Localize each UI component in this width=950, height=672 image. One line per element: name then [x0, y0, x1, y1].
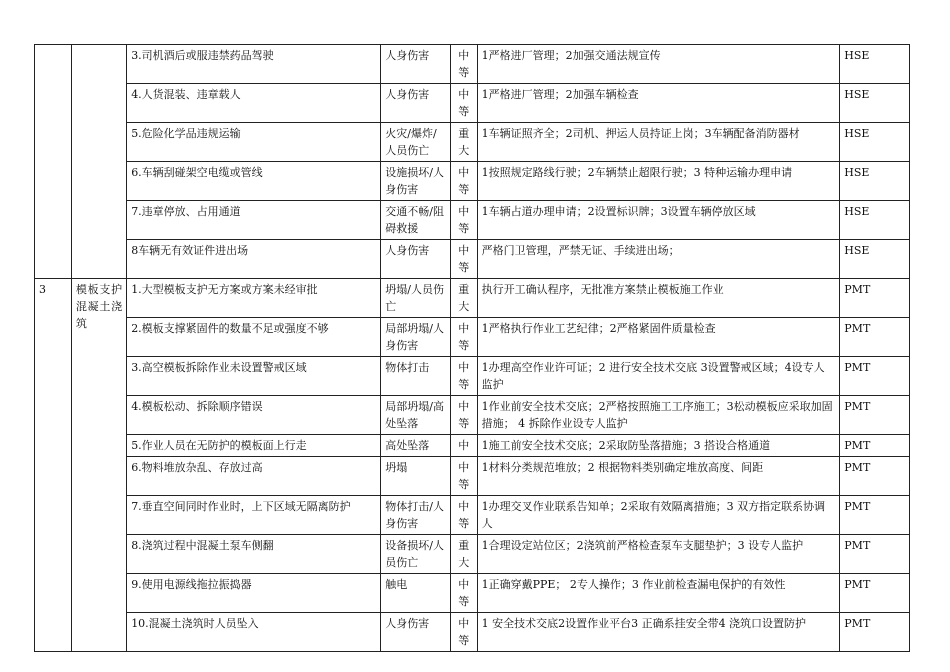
responsible-dept-cell: PMT	[840, 574, 910, 613]
table-row	[35, 574, 910, 613]
responsible-dept-cell: PMT	[840, 396, 910, 435]
responsible-dept-cell: HSE	[840, 201, 910, 240]
risk-level-cell	[450, 201, 477, 240]
control-measures-cell: 1 安全技术交底2设置作业平台3 正确系挂安全带4 浇筑口设置防护	[477, 613, 840, 652]
hazard-description-cell: 3.高空模板拆除作业未设置警戒区域	[127, 357, 381, 396]
risk-level-char: 等	[458, 478, 470, 491]
table-row	[35, 84, 910, 123]
risk-level-char: 等	[458, 66, 470, 79]
responsible-dept-cell: PMT	[840, 613, 910, 652]
responsible-dept-cell: PMT	[840, 435, 910, 457]
consequence-cell: 设施损坏/人身伤害	[381, 162, 451, 201]
consequence-cell: 人身伤害	[381, 84, 451, 123]
table-row	[35, 457, 910, 496]
control-measures-cell: 1合理设定站位区；2浇筑前严格检查泵车支腿垫护；3 设专人监护	[477, 535, 840, 574]
table-row	[35, 162, 910, 201]
risk-table	[34, 44, 910, 652]
responsible-dept-cell: PMT	[840, 279, 910, 318]
table-row	[35, 45, 910, 84]
risk-level-cell	[450, 357, 477, 396]
risk-level-cell	[450, 240, 477, 279]
responsible-dept-cell: PMT	[840, 457, 910, 496]
hazard-description-cell: 6.车辆刮碰架空电缆或管线	[127, 162, 381, 201]
risk-level-char: 等	[458, 634, 470, 647]
consequence-cell: 坍塌/人员伤亡	[381, 279, 451, 318]
risk-level-char: 中	[458, 49, 470, 62]
responsible-dept-cell: PMT	[840, 318, 910, 357]
risk-level-char: 等	[458, 378, 470, 391]
consequence-cell: 人身伤害	[381, 240, 451, 279]
hazard-description-cell: 7.违章停放、占用通道	[127, 201, 381, 240]
consequence-cell: 坍塌	[381, 457, 451, 496]
responsible-dept-cell: PMT	[840, 496, 910, 535]
control-measures-cell: 1作业前安全技术交底；2严格按照施工工序施工；3松动模板应采取加固措施； 4 拆除作业设专人监护	[477, 396, 840, 435]
responsible-dept-cell: HSE	[840, 240, 910, 279]
hazard-description-cell: 6.物料堆放杂乱、存放过高	[127, 457, 381, 496]
risk-level-char: 中	[458, 400, 470, 413]
risk-level-char: 等	[458, 105, 470, 118]
risk-level-cell	[450, 84, 477, 123]
control-measures-cell: 1办理高空作业许可证；2 进行安全技术交底 3设置警戒区域；4设专人监护	[477, 357, 840, 396]
control-measures-cell: 严格门卫管理，严禁无证、手续进出场；	[477, 240, 840, 279]
risk-table-body	[35, 45, 910, 652]
risk-level-char: 等	[458, 517, 470, 530]
control-measures-cell: 1车辆占道办理申请；2设置标识牌；3设置车辆停放区域	[477, 201, 840, 240]
control-measures-cell: 1材料分类规范堆放；2 根据物料类别确定堆放高度、间距	[477, 457, 840, 496]
consequence-cell: 高处坠落	[381, 435, 451, 457]
risk-level-char: 中	[458, 205, 470, 218]
consequence-cell: 人身伤害	[381, 45, 451, 84]
responsible-dept-cell: HSE	[840, 162, 910, 201]
table-row	[35, 613, 910, 652]
table-row	[35, 535, 910, 574]
control-measures-cell: 1施工前安全技术交底；2采取防坠落措施；3 搭设合格通道	[477, 435, 840, 457]
risk-level-char: 中	[458, 461, 470, 474]
hazard-description-cell: 7.垂直空间同时作业时，上下区域无隔离防护	[127, 496, 381, 535]
consequence-cell: 人身伤害	[381, 613, 451, 652]
risk-level-char: 大	[458, 144, 470, 157]
risk-level-cell	[450, 613, 477, 652]
risk-level-char: 中	[458, 439, 470, 452]
responsible-dept-cell: PMT	[840, 535, 910, 574]
responsible-dept-cell: HSE	[840, 84, 910, 123]
control-measures-cell: 1严格进厂管理；2加强交通法规宣传	[477, 45, 840, 84]
group-number-cell: 3	[35, 279, 72, 652]
table-row	[35, 496, 910, 535]
consequence-cell: 设备损坏/人员伤亡	[381, 535, 451, 574]
control-measures-cell: 1正确穿戴PPE； 2专人操作；3 作业前检查漏电保护的有效性	[477, 574, 840, 613]
consequence-cell: 局部坍塌/高处坠落	[381, 396, 451, 435]
consequence-cell: 物体打击	[381, 357, 451, 396]
risk-level-char: 中	[458, 578, 470, 591]
hazard-description-cell: 3.司机酒后或服违禁药品驾驶	[127, 45, 381, 84]
risk-level-char: 等	[458, 222, 470, 235]
table-row	[35, 201, 910, 240]
hazard-description-cell: 5.作业人员在无防护的模板面上行走	[127, 435, 381, 457]
responsible-dept-cell: PMT	[840, 357, 910, 396]
risk-level-char: 中	[458, 617, 470, 630]
table-row	[35, 435, 910, 457]
risk-level-char: 等	[458, 183, 470, 196]
risk-level-char: 中	[458, 361, 470, 374]
risk-level-char: 等	[458, 339, 470, 352]
consequence-cell: 局部坍塌/人身伤害	[381, 318, 451, 357]
hazard-description-cell: 4.模板松动、拆除顺序错误	[127, 396, 381, 435]
control-measures-cell: 1办理交叉作业联系告知单；2采取有效隔离措施；3 双方指定联系协调人	[477, 496, 840, 535]
group-name-cell: 模板支护混凝土浇筑	[71, 279, 126, 652]
control-measures-cell: 执行开工确认程序，无批准方案禁止模板施工作业	[477, 279, 840, 318]
risk-level-char: 重	[458, 127, 470, 140]
group-number-cell	[35, 45, 72, 279]
risk-level-cell	[450, 496, 477, 535]
risk-level-cell	[450, 123, 477, 162]
responsible-dept-cell: HSE	[840, 45, 910, 84]
hazard-description-cell: 8.浇筑过程中混凝土泵车侧翻	[127, 535, 381, 574]
risk-level-cell	[450, 435, 477, 457]
risk-level-char: 大	[458, 556, 470, 569]
control-measures-cell: 1按照规定路线行驶；2车辆禁止超限行驶；3 特种运输办理申请	[477, 162, 840, 201]
consequence-cell: 火灾/爆炸/人员伤亡	[381, 123, 451, 162]
consequence-cell: 物体打击/人身伤害	[381, 496, 451, 535]
risk-level-char: 中	[458, 244, 470, 257]
table-row	[35, 318, 910, 357]
risk-level-cell	[450, 396, 477, 435]
consequence-cell: 交通不畅/阻碍救援	[381, 201, 451, 240]
risk-level-cell	[450, 574, 477, 613]
risk-level-char: 等	[458, 417, 470, 430]
table-row	[35, 279, 910, 318]
risk-level-cell	[450, 279, 477, 318]
risk-level-char: 中	[458, 322, 470, 335]
risk-level-char: 中	[458, 166, 470, 179]
control-measures-cell: 1车辆证照齐全；2司机、押运人员持证上岗；3车辆配备消防器材	[477, 123, 840, 162]
hazard-description-cell: 10.混凝土浇筑时人员坠入	[127, 613, 381, 652]
hazard-description-cell: 8车辆无有效证件进出场	[127, 240, 381, 279]
risk-level-cell	[450, 318, 477, 357]
table-row	[35, 240, 910, 279]
risk-level-char: 重	[458, 539, 470, 552]
table-row	[35, 396, 910, 435]
risk-level-char: 中	[458, 500, 470, 513]
group-name-cell	[71, 45, 126, 279]
consequence-cell: 触电	[381, 574, 451, 613]
table-row	[35, 357, 910, 396]
risk-level-char: 等	[458, 595, 470, 608]
hazard-description-cell: 2.模板支撑紧固件的数量不足或强度不够	[127, 318, 381, 357]
control-measures-cell: 1严格执行作业工艺纪律；2严格紧固件质量检查	[477, 318, 840, 357]
responsible-dept-cell: HSE	[840, 123, 910, 162]
hazard-description-cell: 5.危险化学品违规运输	[127, 123, 381, 162]
risk-level-char: 大	[458, 300, 470, 313]
hazard-description-cell: 1.大型模板支护无方案或方案未经审批	[127, 279, 381, 318]
risk-level-cell	[450, 162, 477, 201]
control-measures-cell: 1严格进厂管理；2加强车辆检查	[477, 84, 840, 123]
risk-level-cell	[450, 45, 477, 84]
risk-level-cell	[450, 457, 477, 496]
hazard-description-cell: 9.使用电源线拖拉振捣器	[127, 574, 381, 613]
risk-level-char: 重	[458, 283, 470, 296]
risk-level-char: 等	[458, 261, 470, 274]
risk-level-cell	[450, 535, 477, 574]
table-row	[35, 123, 910, 162]
risk-level-char: 中	[458, 88, 470, 101]
hazard-description-cell: 4.人货混装、违章载人	[127, 84, 381, 123]
